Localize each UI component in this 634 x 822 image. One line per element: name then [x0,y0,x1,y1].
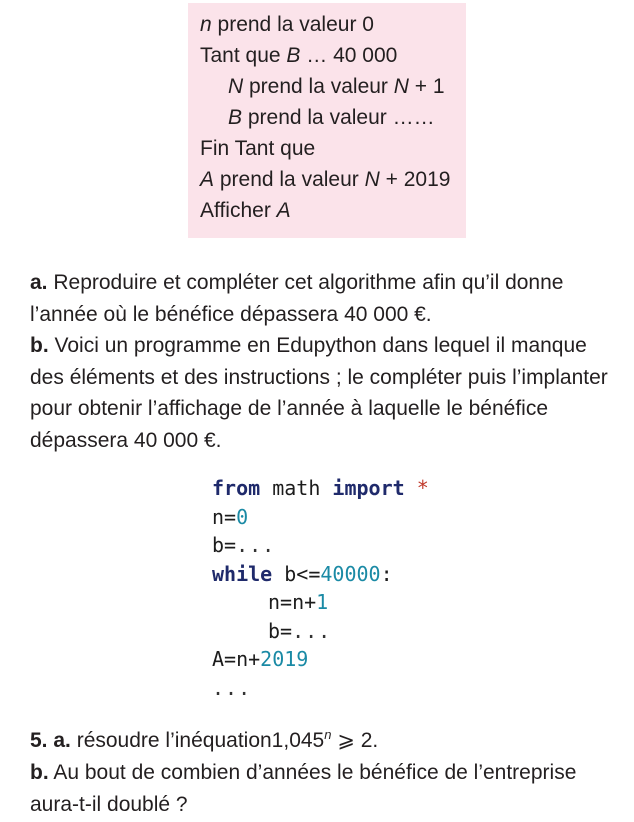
algo-line-6: A prend la valeur N + 2019 [200,168,451,191]
question-5b-text: Au bout de combien d’années le bénéfice de l’entreprise aura-t-il doublé ? [30,761,577,816]
code-line-4: while b<=40000: [212,561,393,586]
question-5a-label: 5. a. [30,729,71,752]
code-block [212,474,429,702]
question-a-label: a. [30,271,48,294]
algo-line-5: Fin Tant que [200,137,316,160]
question-a [30,267,624,330]
code-line-5: n=n+1 [268,590,329,614]
question-a-text: Reproduire et compléter cet algorithme afin qu’il donne l’année où le bénéfice dépassera 40 000 €. [30,271,564,326]
code-line-6: b=... [268,618,332,643]
algo-line-7: Afficher A [200,199,291,222]
algo-line-2: Tant que B … 40 000 [200,44,398,67]
question-b [30,330,624,456]
question-b-text: Voici un programme en Edupython dans lequel il manque des éléments et des instructions ; le compléter puis l’implanter pour obtenir l’affichage de l’année à laquelle le bénéfice dépassera 40 000 €. [30,334,608,452]
exponent-n: n [324,727,332,742]
question-5b [30,757,624,820]
question-5a: 5. a. résoudre l’inéquation1,045$^n$ ⩾ 2. [30,727,379,752]
code-line-2: n=0 [212,504,249,529]
algo-line-4: B prend la valeur …… [228,106,435,129]
code-line-1: from math import * [212,476,429,500]
code-line-8: ... [212,675,252,700]
question-5b-label: b. [30,761,49,784]
algo-line-3: N prend la valeur N + 1 [228,75,445,98]
code-line-3: b=... [212,533,276,557]
code-line-7: A=n+2019 [212,647,309,671]
question-b-label: b. [30,334,49,357]
algorithm-box [188,3,466,238]
algo-line-1: n prend la valeur 0 [200,13,374,36]
